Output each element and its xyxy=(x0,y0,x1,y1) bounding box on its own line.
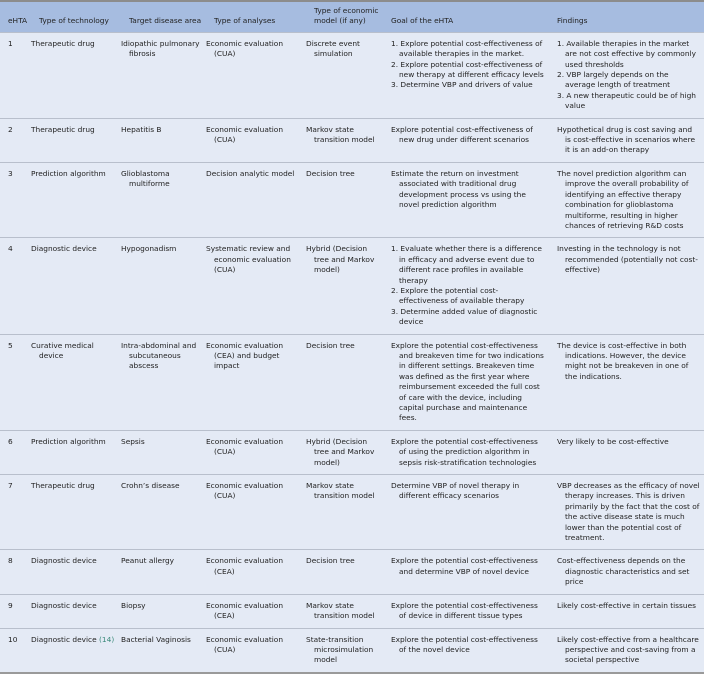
cell-findings xyxy=(549,162,704,237)
goal-item: Explore the potential cost-effectiveness of using the prediction algorithm in sepsis risk-stratification technologies xyxy=(391,436,538,467)
cell-analyses xyxy=(206,32,306,118)
cell-ehta-text: 7 xyxy=(8,481,13,491)
cell-target xyxy=(121,334,206,430)
cell-target-text: Biopsy xyxy=(121,600,146,610)
cell-analyses-text: Economic evaluation (CUA) xyxy=(206,481,283,501)
goal-item: 1. Evaluate whether there is a difference in efficacy and adverse event due to different race profiles in available therapy xyxy=(391,244,542,285)
cell-target-text: Hypogonadism xyxy=(121,244,177,254)
findings-item: Very likely to be cost-effective xyxy=(557,436,669,446)
findings-item: Likely cost-effective from a healthcare perspective and cost-saving from a societal perspective xyxy=(557,634,699,665)
cell-analyses-text: Systematic review and economic evaluation (CUA) xyxy=(206,244,291,275)
findings-item: Cost-effectiveness depends on the diagnostic characteristics and set price xyxy=(557,556,690,587)
cell-model xyxy=(306,238,383,334)
cell-technology xyxy=(31,162,121,237)
cell-findings xyxy=(549,550,704,594)
cell-model-text: Hybrid (Decision tree and Markov model) xyxy=(306,244,375,275)
cell-findings xyxy=(549,118,704,162)
goal-item: Determine VBP of novel therapy in different efficacy scenarios xyxy=(391,481,520,501)
cell-goal xyxy=(383,550,549,594)
cell-target-text: Glioblastoma multiforme xyxy=(121,168,170,189)
table-header-row xyxy=(0,1,704,32)
goal-item: Explore the potential cost-effectiveness and determine VBP of novel device xyxy=(391,556,538,576)
header-analyses: Type of analyses xyxy=(214,16,276,26)
cell-ehta-text: 8 xyxy=(8,556,13,566)
cell-analyses xyxy=(206,475,306,550)
cell-ehta xyxy=(0,550,31,594)
goal-item: 1. Explore potential cost-effectiveness of available therapies in the market. xyxy=(391,38,543,59)
cell-findings xyxy=(549,594,704,628)
cell-ehta xyxy=(0,475,31,550)
cell-model-text: Markov state transition model xyxy=(306,124,375,145)
cell-ehta xyxy=(0,32,31,118)
findings-item: Hypothetical drug is cost saving and is cost-effective in scenarios where it is an add-on therapy xyxy=(557,124,695,155)
cell-goal xyxy=(383,594,549,628)
cell-analyses-text: Economic evaluation (CEA) and budget impact xyxy=(206,340,283,371)
cell-model xyxy=(306,430,383,474)
reference-link[interactable]: (14) xyxy=(99,634,115,644)
cell-model-text: Markov state transition model xyxy=(306,481,375,501)
cell-analyses xyxy=(206,594,306,628)
cell-goal xyxy=(383,238,549,334)
cell-technology xyxy=(31,594,121,628)
findings-item: Investing in the technology is not recommended (potentially not cost-effective) xyxy=(557,244,698,275)
cell-model xyxy=(306,334,383,430)
cell-ehta-text: 2 xyxy=(8,124,13,134)
goal-item: Estimate the return on investment associated with traditional drug development process vs using the novel prediction algorithm xyxy=(391,168,526,210)
cell-analyses xyxy=(206,162,306,237)
cell-ehta xyxy=(0,162,31,237)
cell-findings xyxy=(549,238,704,334)
cell-model xyxy=(306,550,383,594)
findings-item: 1. Available therapies in the market are not cost effective by commonly used thresholds xyxy=(557,38,696,69)
cell-analyses-text: Decision analytic model xyxy=(206,168,295,178)
cell-findings xyxy=(549,32,704,118)
goal-item: Explore the potential cost-effectiveness of device in different tissue types xyxy=(391,600,538,621)
cell-target xyxy=(121,32,206,118)
cell-analyses xyxy=(206,430,306,474)
cell-goal xyxy=(383,475,549,550)
cell-target xyxy=(121,550,206,594)
cell-target xyxy=(121,118,206,162)
header-findings: Findings xyxy=(557,16,588,26)
header-target: Target disease area xyxy=(129,16,202,26)
cell-findings xyxy=(549,475,704,550)
cell-analyses-text: Economic evaluation (CUA) xyxy=(206,38,283,59)
cell-technology-text: Therapeutic drug xyxy=(31,124,95,134)
goal-item: Explore the potential cost-effectiveness and breakeven time for two indications in different settings. Breakeven time was defined as the first year where reimbursement exceeded the full cost of care with the device, including capital purchase and maintenance fees. xyxy=(391,340,544,423)
goal-item: 3. Determine VBP and drivers of value xyxy=(391,80,533,90)
cell-ehta xyxy=(0,118,31,162)
goal-item: 2. Explore the potential cost-effectiveness of available therapy xyxy=(391,285,525,306)
cell-ehta-text: 9 xyxy=(8,600,13,610)
cell-model-text: State-transition microsimulation model xyxy=(306,634,374,665)
cell-analyses-text: Economic evaluation (CUA) xyxy=(206,436,283,457)
cell-technology-text: Diagnostic device xyxy=(31,600,97,610)
cell-technology-text: Prediction algorithm xyxy=(31,168,106,178)
cell-analyses-text: Economic evaluation (CUA) xyxy=(206,634,283,654)
cell-ehta xyxy=(0,334,31,430)
table-row xyxy=(0,162,704,237)
cell-ehta-text: 4 xyxy=(8,244,13,254)
cell-analyses xyxy=(206,238,306,334)
cell-goal xyxy=(383,430,549,474)
goal-item: 3. Determine added value of diagnostic device xyxy=(391,306,538,327)
cell-target-text: Intra-abdominal and subcutaneous abscess xyxy=(121,340,197,371)
findings-item: The device is cost-effective in both indications. However, the device might not be breakeven in one of the indications. xyxy=(557,340,689,381)
cell-goal xyxy=(383,628,549,673)
goal-item: Explore the potential cost-effectiveness of the novel device xyxy=(391,634,538,654)
cell-technology-text: Diagnostic device xyxy=(31,244,97,254)
cell-findings xyxy=(549,430,704,474)
table-row xyxy=(0,238,704,334)
cell-model-text: Hybrid (Decision tree and Markov model) xyxy=(306,436,375,467)
cell-target-text: Peanut allergy xyxy=(121,556,175,566)
cell-ehta-text: 5 xyxy=(8,340,13,350)
cell-technology xyxy=(31,475,121,550)
cell-analyses-text: Economic evaluation (CUA) xyxy=(206,124,283,145)
header-technology: Type of technology xyxy=(39,16,109,26)
goal-item: Explore potential cost-effectiveness of new drug under different scenarios xyxy=(391,124,533,145)
cell-model-text: Markov state transition model xyxy=(306,600,375,621)
cell-ehta xyxy=(0,628,31,673)
cell-target xyxy=(121,475,206,550)
cell-analyses xyxy=(206,118,306,162)
cell-analyses-text: Economic evaluation (CEA) xyxy=(206,600,283,621)
cell-technology-text: Diagnostic device xyxy=(31,556,97,566)
cell-technology xyxy=(31,550,121,594)
cell-ehta-text: 10 xyxy=(8,634,18,644)
cell-technology xyxy=(31,32,121,118)
cell-technology-text: Diagnostic device xyxy=(31,634,97,644)
table-row xyxy=(0,594,704,628)
cell-analyses-text: Economic evaluation (CEA) xyxy=(206,556,283,576)
cell-target-text: Sepsis xyxy=(121,436,145,446)
cell-target-text: Hepatitis B xyxy=(121,124,162,134)
cell-target-text: Bacterial Vaginosis xyxy=(121,634,191,644)
findings-item: The novel prediction algorithm can improve the overall probability of identifying an effective therapy combination for glioblastoma multiforme, resulting in higher chances of retrieving R&D costs xyxy=(557,168,689,230)
cell-goal xyxy=(383,32,549,118)
cell-ehta xyxy=(0,430,31,474)
cell-technology-text: Curative medical device xyxy=(31,340,94,360)
cell-technology-text: Therapeutic drug xyxy=(31,38,95,48)
cell-target xyxy=(121,628,206,673)
cell-ehta-text: 1 xyxy=(8,38,13,48)
cell-analyses xyxy=(206,628,306,673)
cell-target-text: Idiopathic pulmonary fibrosis xyxy=(121,38,200,59)
cell-goal xyxy=(383,118,549,162)
table-row xyxy=(0,475,704,550)
cell-target-text: Crohn’s disease xyxy=(121,481,180,491)
cell-ehta-text: 6 xyxy=(8,436,13,446)
cell-ehta-text: 3 xyxy=(8,168,13,178)
findings-item: VBP decreases as the efficacy of novel therapy increases. This is driven primarily by the fact that the cost of the active disease state is much lower than the potential cost of treatment. xyxy=(557,481,700,543)
cell-technology xyxy=(31,628,121,673)
header-goal: Goal of the eHTA xyxy=(391,16,454,26)
cell-findings xyxy=(549,628,704,673)
cell-analyses xyxy=(206,550,306,594)
table-row xyxy=(0,550,704,594)
table-row xyxy=(0,118,704,162)
cell-technology xyxy=(31,238,121,334)
cell-model xyxy=(306,118,383,162)
cell-model-text: Discrete event simulation xyxy=(306,38,360,59)
table-row xyxy=(0,334,704,430)
header-ehta: eHTA xyxy=(8,16,28,26)
cell-technology xyxy=(31,430,121,474)
table-row xyxy=(0,32,704,118)
findings-item: 3. A new therapeutic could be of high value xyxy=(557,90,696,111)
cell-model-text: Decision tree xyxy=(306,340,355,350)
cell-ehta xyxy=(0,594,31,628)
table-row xyxy=(0,430,704,474)
cell-model xyxy=(306,162,383,237)
cell-technology-text: Prediction algorithm xyxy=(31,436,106,446)
cell-model xyxy=(306,628,383,673)
cell-goal xyxy=(383,334,549,430)
cell-target xyxy=(121,594,206,628)
cell-goal xyxy=(383,162,549,237)
cell-model xyxy=(306,594,383,628)
table-row xyxy=(0,628,704,673)
cell-target xyxy=(121,430,206,474)
cell-model-text: Decision tree xyxy=(306,168,355,178)
cell-target xyxy=(121,238,206,334)
findings-item: Likely cost-effective in certain tissues xyxy=(557,600,696,610)
cell-model xyxy=(306,32,383,118)
goal-item: 2. Explore potential cost-effectiveness of new therapy at different efficacy levels xyxy=(391,59,544,80)
cell-technology xyxy=(31,118,121,162)
cell-findings xyxy=(549,334,704,430)
cell-technology xyxy=(31,334,121,430)
cell-model xyxy=(306,475,383,550)
header-model: Type of economic model (if any) xyxy=(314,6,379,26)
cell-model-text: Decision tree xyxy=(306,556,355,566)
cell-target xyxy=(121,162,206,237)
cell-technology-text: Therapeutic drug xyxy=(31,481,95,491)
cell-ehta xyxy=(0,238,31,334)
cell-analyses xyxy=(206,334,306,430)
findings-item: 2. VBP largely depends on the average length of treatment xyxy=(557,70,671,90)
